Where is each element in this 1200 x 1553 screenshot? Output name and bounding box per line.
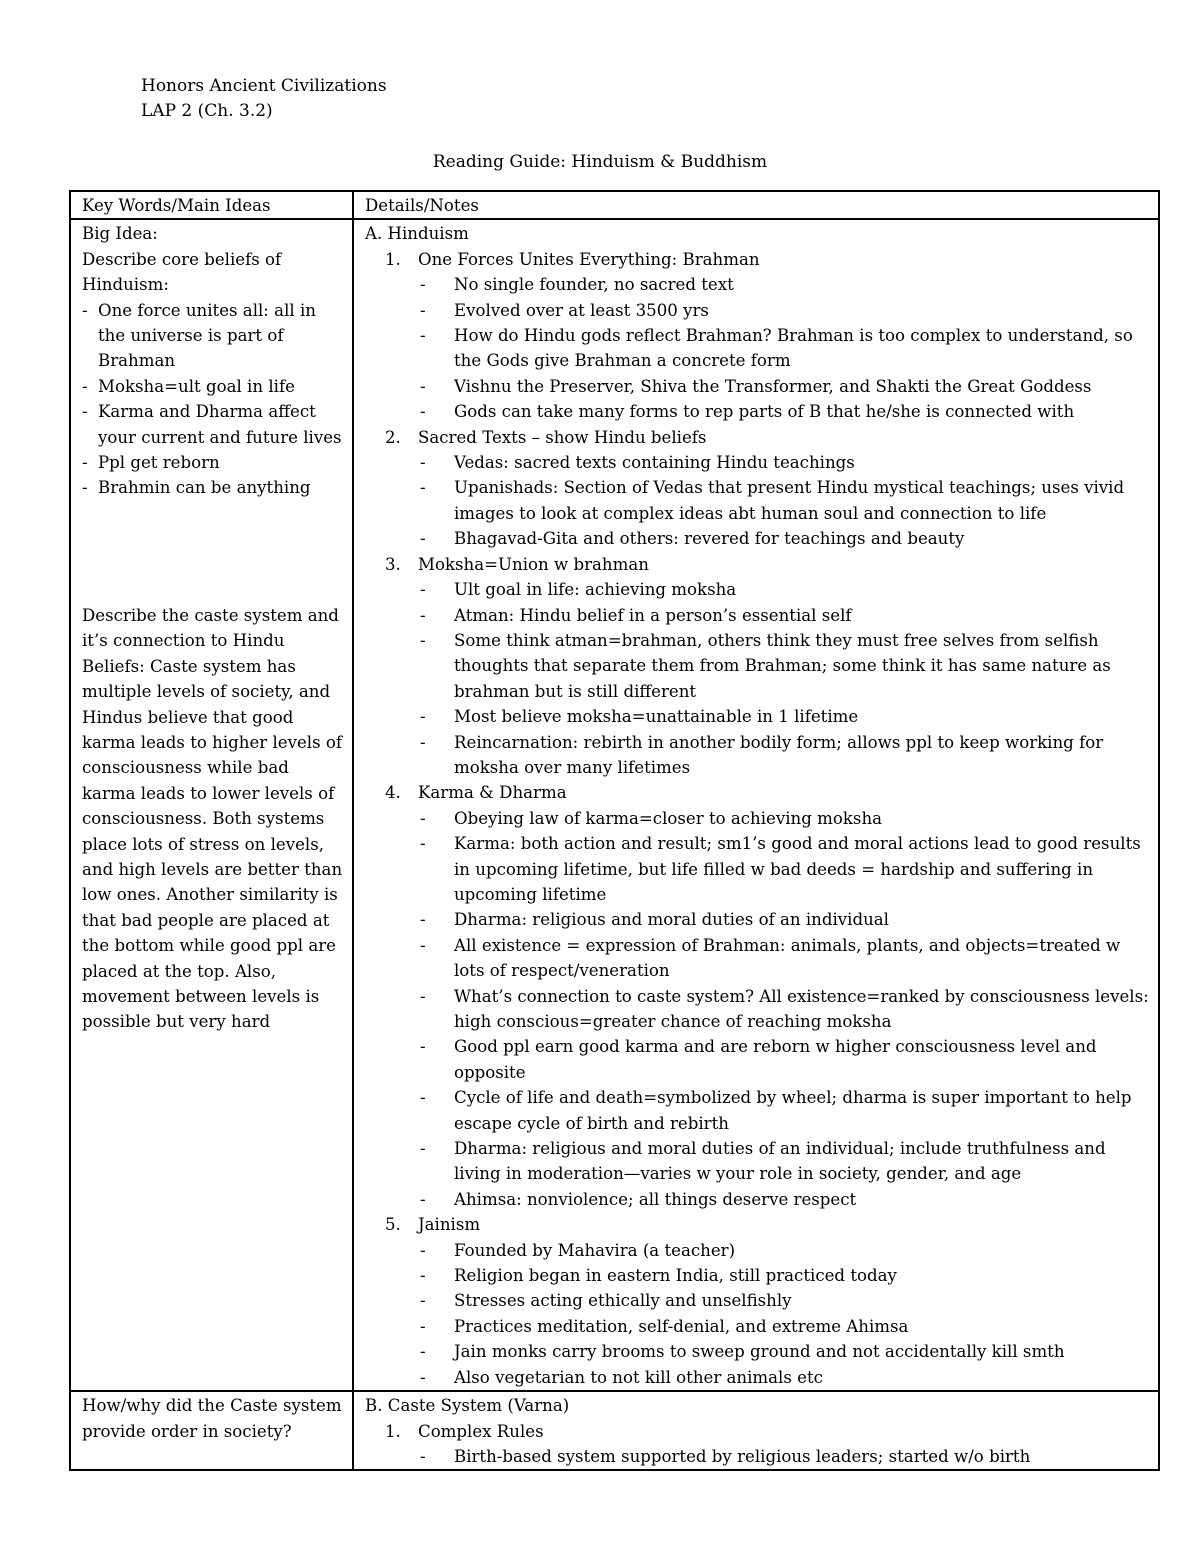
list-item: - Reincarnation: rebirth in another bodily form; allows ppl to keep working for moksha over many lifetimes — [454, 730, 1152, 781]
list-item: - Bhagavad-Gita and others: revered for teachings and beauty — [454, 526, 1152, 551]
list-item: - Birth-based system supported by religious leaders; started w/o birth — [454, 1444, 1152, 1469]
key-words-cell: How/why did the Caste system provide order in society? — [70, 1391, 353, 1470]
list-item: - Ahimsa: nonviolence; all things deserve respect — [454, 1187, 1152, 1212]
list-item: - Upanishads: Section of Vedas that present Hindu mystical teachings; uses vivid images to look at complex ideas abt human soul and connection to life — [454, 475, 1152, 526]
course-name: Honors Ancient Civilizations — [141, 76, 387, 96]
details-notes-cell — [353, 219, 1159, 1391]
list-item: - Vedas: sacred texts containing Hindu teachings — [454, 450, 1152, 475]
list-item: - Good ppl earn good karma and are reborn w higher consciousness level and opposite — [454, 1034, 1152, 1085]
key-words-cell — [70, 219, 353, 1391]
list-item: - Karma: both action and result; sm1’s good and moral actions lead to good results in upcoming lifetime, but life filled w bad deeds = hardship and suffering in upcoming lifetime — [454, 831, 1152, 907]
reading-guide-table — [69, 190, 1160, 1471]
list-item: - Cycle of life and death=symbolized by wheel; dharma is super important to help escape cycle of birth and rebirth — [454, 1085, 1152, 1136]
item-number: 4. — [385, 783, 401, 803]
list-item: - Vishnu the Preserver, Shiva the Transformer, and Shakti the Great Goddess — [454, 374, 1152, 399]
list-item: - Moksha=ult goal in life — [82, 374, 346, 399]
item-title: Moksha=Union w brahman — [418, 554, 649, 574]
item-number: 3. — [385, 554, 401, 574]
item-title: Sacred Texts – show Hindu beliefs — [418, 427, 707, 447]
numbered-item-moksha — [365, 552, 1152, 577]
list-item: - Some think atman=brahman, others think they must free selves from selfish thoughts that separate them from Brahman; some think it has same nature as brahman but is still different — [454, 628, 1152, 704]
list-item: - Atman: Hindu belief in a person’s essential self — [454, 603, 1152, 628]
table-row-caste-system — [70, 1391, 1159, 1470]
list-item: - All existence = expression of Brahman: animals, plants, and objects=treated w lots of respect/veneration — [454, 933, 1152, 984]
list-item: - Dharma: religious and moral duties of an individual; include truthfulness and living in moderation—varies w your role in society, gender, and age — [454, 1136, 1152, 1187]
item-number: 2. — [385, 427, 401, 447]
moksha-notes — [365, 577, 1152, 780]
header-key-words: Key Words/Main Ideas — [70, 191, 353, 219]
list-item: - Also vegetarian to not kill other animals etc — [454, 1365, 1152, 1390]
details-notes-cell — [353, 1391, 1159, 1470]
list-item: - No single founder, no sacred text — [454, 272, 1152, 297]
list-item: - How do Hindu gods reflect Brahman? Brahman is too complex to understand, so the Gods give Brahman a concrete form — [454, 323, 1152, 374]
list-item: - Ppl get reborn — [82, 450, 346, 475]
list-item: - Jain monks carry brooms to sweep ground and not accidentally kill smth — [454, 1339, 1152, 1364]
numbered-item-sacred-texts — [365, 425, 1152, 450]
item-title: Karma & Dharma — [418, 783, 567, 803]
numbered-item-complex-rules — [365, 1419, 1152, 1444]
list-item: - Karma and Dharma affect your current and future lives — [82, 399, 346, 450]
list-item: - Religion began in eastern India, still practiced today — [454, 1263, 1152, 1288]
item-title: Complex Rules — [418, 1421, 544, 1441]
brahman-notes — [365, 272, 1152, 424]
jainism-notes — [365, 1238, 1152, 1390]
lap-label: LAP 2 (Ch. 3.2) — [141, 101, 273, 121]
list-item: - Gods can take many forms to rep parts of B that he/she is connected with — [454, 399, 1152, 424]
item-number: 1. — [385, 249, 401, 269]
list-item: - Stresses acting ethically and unselfishly — [454, 1288, 1152, 1313]
numbered-item-jainism — [365, 1212, 1152, 1237]
spacer — [82, 501, 346, 603]
item-title: One Forces Unites Everything: Brahman — [418, 249, 760, 269]
table-header-row — [70, 191, 1159, 219]
item-number: 5. — [385, 1215, 401, 1235]
section-heading-hinduism: A. Hinduism — [365, 224, 469, 244]
caste-system-paragraph: Describe the caste system and it’s connection to Hindu Beliefs: Caste system has multiple levels of society, and Hindus believe that good karma leads to higher levels of consciousness while bad karma leads to lower levels of consciousness. Both systems place lots of stress on levels, and high levels are better than low ones. Another similarity is that bad people are placed at the bottom while good ppl are placed at the top. Also, movement between levels is possible but very hard — [82, 605, 343, 1032]
list-item: - Evolved over at least 3500 yrs — [454, 298, 1152, 323]
section-heading-caste: B. Caste System (Varna) — [365, 1396, 570, 1416]
big-idea-label: Big Idea: — [82, 224, 158, 244]
document-header — [141, 74, 387, 124]
header-details-notes: Details/Notes — [353, 191, 1159, 219]
list-item: - Ult goal in life: achieving moksha — [454, 577, 1152, 602]
complex-rules-notes — [365, 1444, 1152, 1469]
table-row-hinduism — [70, 219, 1159, 1391]
list-item: - Most believe moksha=unattainable in 1 lifetime — [454, 704, 1152, 729]
item-number: 1. — [385, 1421, 401, 1441]
list-item: - Founded by Mahavira (a teacher) — [454, 1238, 1152, 1263]
core-beliefs-list — [82, 298, 346, 501]
list-item: - Obeying law of karma=closer to achieving moksha — [454, 806, 1152, 831]
list-item: - What’s connection to caste system? All existence=ranked by consciousness levels: high conscious=greater chance of reaching moksha — [454, 984, 1152, 1035]
item-title: Jainism — [418, 1215, 481, 1235]
list-item: - Practices meditation, self-denial, and extreme Ahimsa — [454, 1314, 1152, 1339]
numbered-item-karma-dharma — [365, 780, 1152, 805]
list-item: - One force unites all: all in the universe is part of Brahman — [82, 298, 346, 374]
sacred-texts-notes — [365, 450, 1152, 552]
guide-title: Reading Guide: Hinduism & Buddhism — [432, 152, 768, 172]
list-item: - Brahmin can be anything — [82, 475, 346, 500]
karma-dharma-notes — [365, 806, 1152, 1213]
list-item: - Dharma: religious and moral duties of an individual — [454, 907, 1152, 932]
numbered-item-brahman — [365, 247, 1152, 272]
core-beliefs-prompt: Describe core beliefs of Hinduism: — [82, 249, 282, 295]
